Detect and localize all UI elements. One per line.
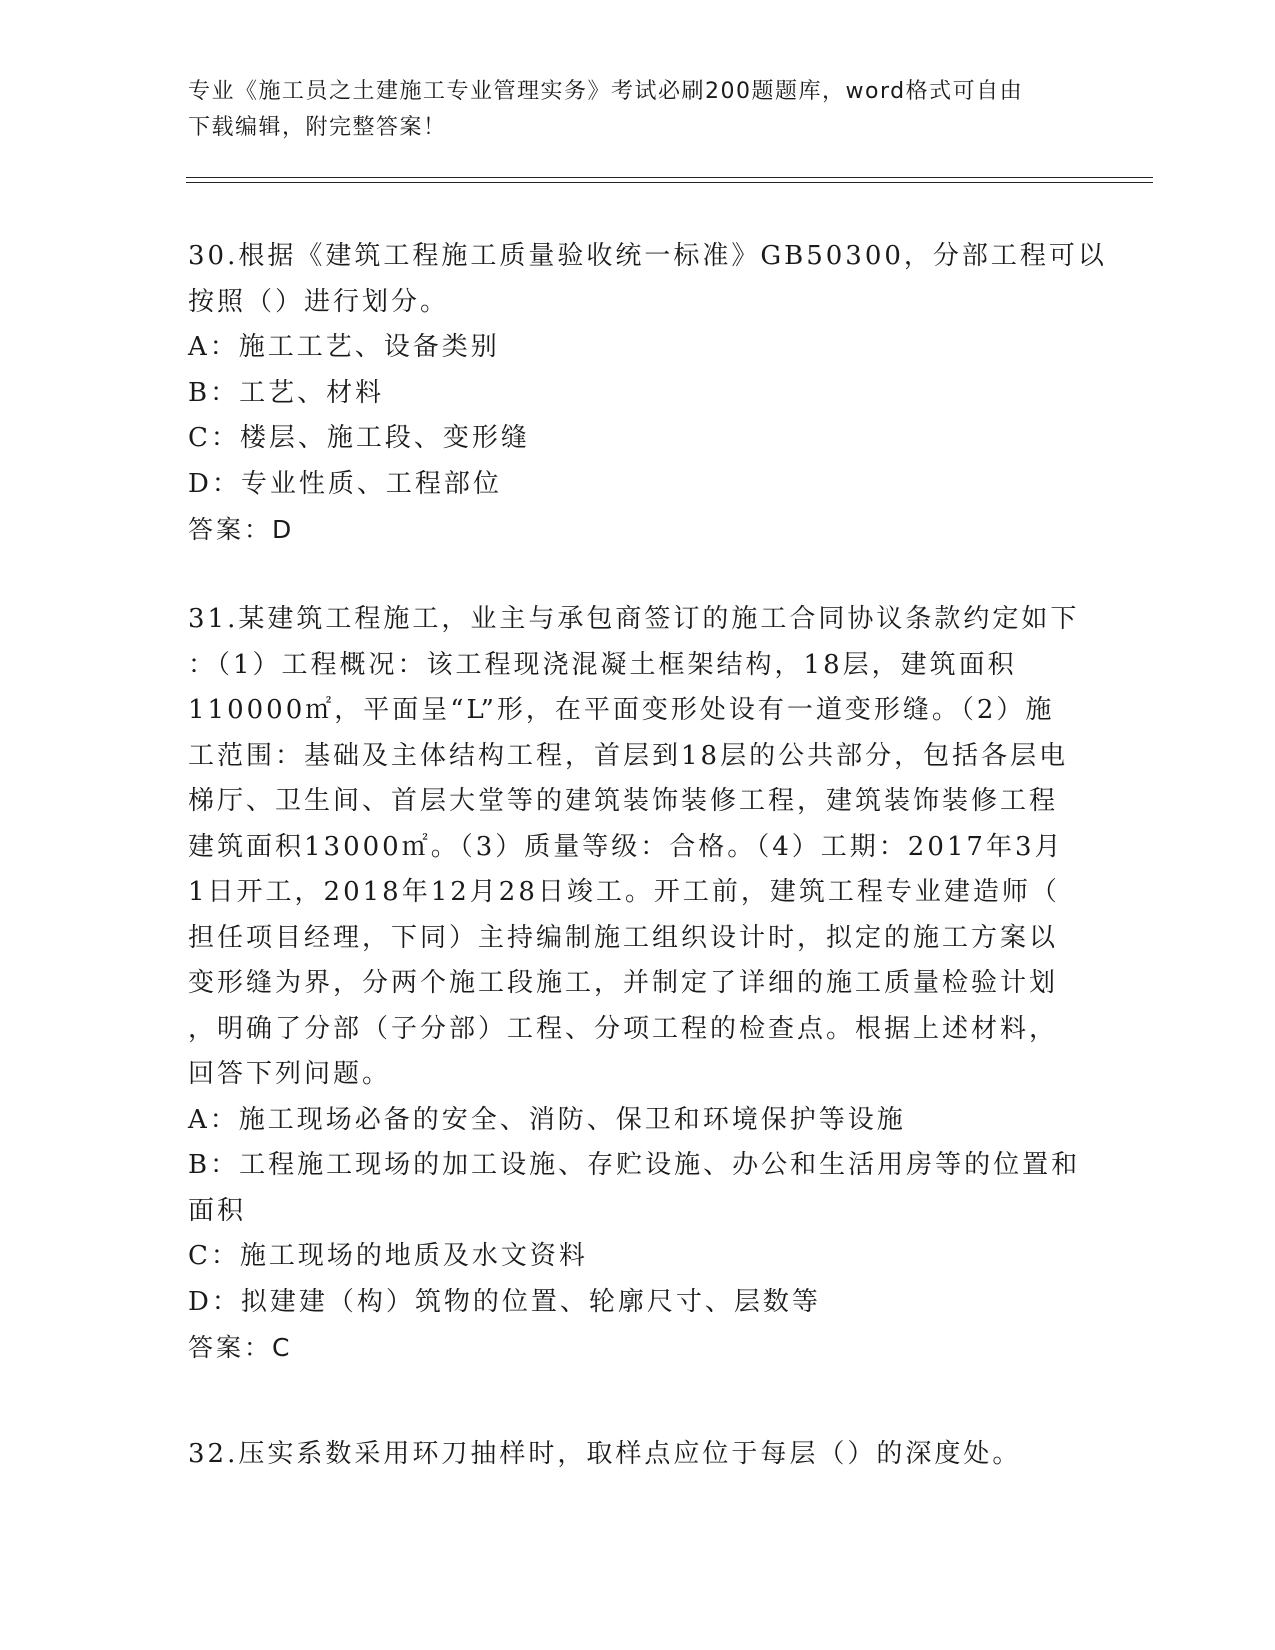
question-stem: 1日开工，2018年12月28日竣工。开工前，建筑工程专业建造师（ bbox=[188, 877, 1060, 907]
question-block bbox=[188, 1432, 1078, 1478]
header-divider bbox=[186, 177, 1153, 178]
question-block bbox=[188, 234, 1107, 553]
option-b-continued: 面积 bbox=[188, 1195, 247, 1226]
option-a: A：施工工艺、设备类别 bbox=[188, 332, 500, 362]
answer-line: 答案：C bbox=[188, 1333, 293, 1362]
option-b: B：工程施工现场的加工设施、存贮设施、办公和生活用房等的位置和 bbox=[188, 1150, 1081, 1180]
option-c: C：楼层、施工段、变形缝 bbox=[188, 423, 530, 453]
question-stem: 工范围：基础及主体结构工程，首层到18层的公共部分，包括各层电 bbox=[188, 740, 1069, 771]
question-stem: 30.根据《建筑工程施工质量验收统一标准》GB50300，分部工程可以 bbox=[188, 241, 1107, 271]
header-line: 下载编辑，附完整答案！ bbox=[188, 115, 447, 140]
answer-line: 答案：D bbox=[188, 515, 295, 544]
question-block bbox=[188, 597, 1081, 1371]
header-divider bbox=[186, 182, 1153, 183]
question-stem: 担任项目经理，下同）主持编制施工组织设计时，拟定的施工方案以 bbox=[188, 922, 1059, 953]
option-b: B：工艺、材料 bbox=[188, 377, 385, 408]
option-a: A：施工现场必备的安全、消防、保卫和环境保护等设施 bbox=[188, 1104, 906, 1135]
question-stem: ，明确了分部（子分部）工程、分项工程的检查点。根据上述材料， bbox=[188, 1013, 1059, 1044]
question-stem: 回答下列问题。 bbox=[188, 1059, 392, 1089]
question-stem: 变形缝为界，分两个施工段施工，并制定了详细的施工质量检验计划 bbox=[188, 968, 1059, 998]
header-line: 专业《施工员之土建施工专业管理实务》考试必刷200题题库，word格式可自由 bbox=[188, 79, 1024, 104]
question-stem: 梯厅、卫生间、首层大堂等的建筑装饰装修工程，建筑装饰装修工程 bbox=[188, 786, 1059, 816]
question-stem: 110000㎡，平面呈“L”形，在平面变形处设有一道变形缝。（2）施 bbox=[188, 695, 1055, 725]
option-d: D：拟建建（构）筑物的位置、轮廓尺寸、层数等 bbox=[188, 1286, 821, 1317]
option-d: D：专业性质、工程部位 bbox=[188, 468, 502, 499]
question-stem: 建筑面积13000㎡。（3）质量等级：合格。（4）工期：2017年3月 bbox=[188, 831, 1064, 862]
question-stem: ：（1）工程概况：该工程现浇混凝土框架结构，18层，建筑面积 bbox=[188, 649, 1017, 680]
option-c: C：施工现场的地质及水文资料 bbox=[188, 1241, 588, 1271]
question-stem: 31.某建筑工程施工，业主与承包商签订的施工合同协议条款约定如下 bbox=[188, 604, 1080, 634]
document-header bbox=[188, 74, 1068, 146]
question-stem: 按照（）进行划分。 bbox=[188, 286, 450, 317]
question-stem: 32.压实系数采用环刀抽样时，取样点应位于每层（）的深度处。 bbox=[188, 1439, 1022, 1469]
